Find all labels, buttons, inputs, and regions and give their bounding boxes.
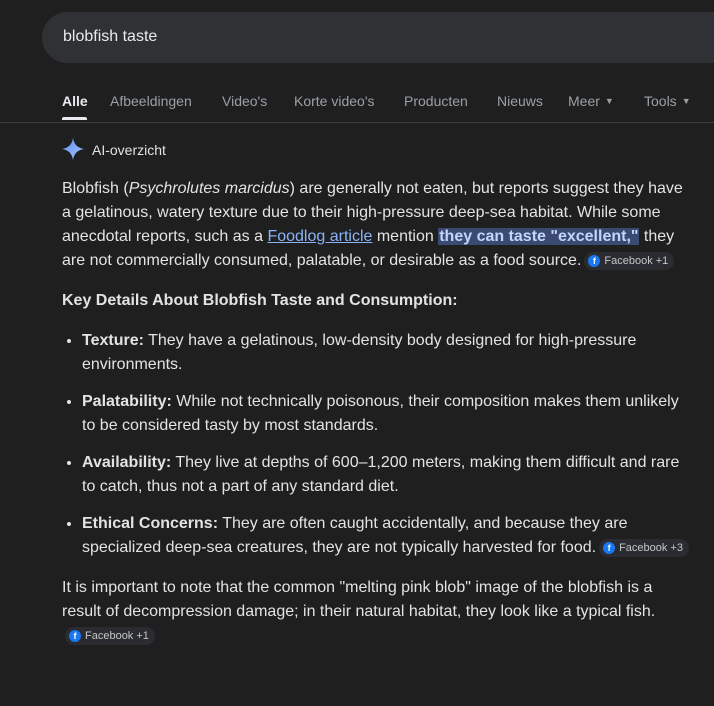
source-chip[interactable] [584,252,674,270]
intro-text: Blobfish ( [62,180,129,197]
tab-tools[interactable] [644,93,691,109]
tab-short-videos[interactable]: Korte video's [294,93,375,109]
list-item [82,390,692,438]
closing-paragraph [62,576,692,648]
bullet-text: They live at depths of 600–1,200 meters, making them difficult and rare to catch, thus not a part of any standard diet. [82,454,680,495]
bullet-term: Palatability: [82,393,172,410]
ai-overview-title: AI-overzicht [92,142,166,158]
facebook-icon: f [69,630,81,642]
details-list [62,329,692,560]
bullet-term: Texture: [82,332,144,349]
foodlog-link[interactable]: Foodlog article [267,228,373,245]
intro-paragraph [62,177,692,273]
tab-more[interactable] [568,93,614,109]
search-tabs [0,80,714,123]
list-item [82,451,692,499]
tab-more-label: Meer [568,93,600,109]
source-label: Facebook +3 [619,542,683,554]
caret-down-icon: ▼ [604,96,614,106]
ai-overview-content [62,177,692,648]
caret-down-icon: ▼ [681,96,691,106]
bullet-text: They have a gelatinous, low-density body designed for high-pressure environments. [82,332,637,373]
source-chip[interactable] [599,539,689,557]
search-input[interactable]: blobfish taste [63,28,158,45]
list-item [82,329,692,377]
tab-all[interactable]: Alle [62,93,88,109]
closing-text: It is important to note that the common "melting pink blob" image of the blobfish is a result of decompression damage; in their natural habitat, they look like a typical fish. [62,579,656,620]
bullet-text: While not technically poisonous, their composition makes them unlikely to be considered tasty by most standards. [82,393,679,434]
tab-news[interactable]: Nieuws [497,93,543,109]
list-item [82,512,692,560]
source-chip[interactable] [65,627,155,645]
species-name: Psychrolutes marcidus [128,180,290,197]
sparkle-icon [62,138,84,160]
bullet-term: Ethical Concerns: [82,515,219,532]
bullet-term: Availability: [82,454,172,471]
tab-products[interactable]: Producten [404,93,468,109]
highlighted-quote[interactable]: they can taste "excellent," [439,228,639,245]
tab-images[interactable]: Afbeeldingen [110,93,192,109]
tab-tools-label: Tools [644,93,677,109]
source-label: Facebook +1 [85,630,149,642]
intro-text: ) are generally not eaten, but reports suggest they have a gelatinous, watery texture due to their high-pressure deep-sea habitat. While some anecdotal reports, such as a [62,180,683,245]
intro-text: they are not commercially consumed, palatable, or desirable as a food source. [62,228,675,269]
search-bar[interactable] [42,12,714,63]
active-tab-indicator [62,117,87,120]
section-heading: Key Details About Blobfish Taste and Consumption: [62,292,458,309]
intro-text: mention [372,228,439,245]
facebook-icon: f [588,255,600,267]
facebook-icon: f [603,542,615,554]
tab-videos[interactable]: Video's [222,93,268,109]
source-label: Facebook +1 [604,255,669,267]
bullet-text: They are often caught accidentally, and because they are specialized deep-sea creatures, they are not typically harvested for food. [82,515,628,556]
